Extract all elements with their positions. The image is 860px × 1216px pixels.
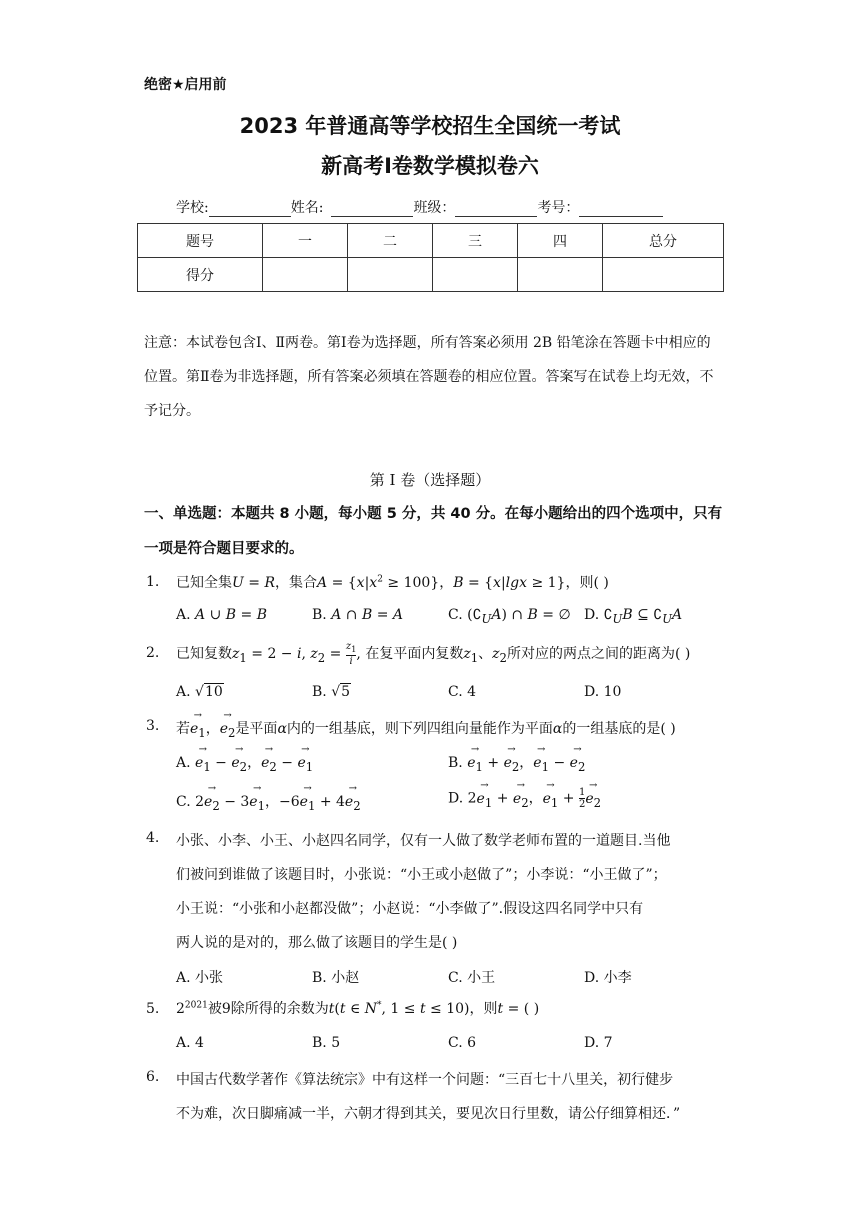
question-number: 2. (146, 645, 160, 661)
option-a[interactable]: A. √10 (176, 684, 223, 700)
option-d[interactable]: D. 10 (584, 684, 622, 700)
question-stem: 已知全集U = R，集合$A = \{x|x^2 \ge 100\}$，B = {x|lgx ≥ 1}，则( ) (176, 574, 609, 591)
option-letter: B. (448, 755, 463, 771)
score-row-label: 得分 (138, 258, 263, 292)
option-d[interactable]: D. $∁_UB$ ⊆ $∁_UA$ (584, 607, 683, 626)
question-number: 4. (146, 830, 160, 846)
name-label: 姓名: (290, 200, 324, 216)
option-letter: C. (176, 794, 191, 810)
option-letter: A. (176, 755, 191, 771)
score-cell[interactable] (263, 258, 348, 292)
option-b[interactable]: B. 小赵 (312, 970, 360, 986)
score-table (137, 223, 724, 292)
score-table-header-row (138, 224, 724, 258)
score-cell[interactable] (348, 258, 433, 292)
option-letter: B. (312, 607, 327, 623)
exam-title: 2023 年普通高等学校招生全国统一考试 (239, 114, 621, 138)
name-blank[interactable] (331, 201, 413, 217)
school-label: 学校: (176, 200, 209, 216)
option-d[interactable]: D. $2\to e_1$ + → $e_2$，→ $e_1$ + $\frac{1}{2}$ → $e_2$ (448, 787, 601, 810)
score-cell[interactable] (433, 258, 518, 292)
class-label: 班级： (413, 200, 456, 216)
score-table-score-row (138, 258, 724, 292)
option-letter: D. (448, 790, 464, 807)
exam-subtitle: 新高考Ⅰ卷数学模拟卷六 (321, 154, 539, 178)
option-d[interactable]: D. 小李 (584, 970, 632, 986)
header-cell: 二 (348, 224, 433, 258)
option-c[interactable]: C. 4 (448, 684, 477, 700)
option-letter: B. (312, 684, 327, 700)
score-cell[interactable] (603, 258, 724, 292)
student-info-line (176, 197, 663, 217)
option-letter: A. (176, 684, 191, 700)
option-c[interactable]: C. 小王 (448, 970, 496, 986)
header-cell: 四 (518, 224, 603, 258)
option-d[interactable]: D. 7 (584, 1035, 613, 1051)
question-number: 5. (146, 1001, 160, 1017)
option-a[interactable]: A. 小张 (176, 970, 224, 986)
option-a[interactable]: A. → $e_1$ − → $e_2$，→ $e_2$ − → $e_1$ (176, 752, 313, 774)
option-a[interactable]: A. A ∪ B = B (176, 607, 268, 623)
option-b[interactable]: B. → $e_1$ + → $e_2$，→ $e_1$ − → $e_2$ (448, 752, 585, 774)
option-b[interactable]: B. √5 (312, 684, 351, 700)
option-c[interactable]: C. $2\to e_2 - 3\to e_1$，$-6\to e_1 + 4\to e_2$ (176, 791, 361, 813)
section-title: 第 I 卷（选择题） (369, 471, 491, 489)
question-number: 1. (146, 574, 160, 590)
exam-notice: 注意：本试卷包含Ⅰ、Ⅱ两卷。第Ⅰ卷为选择题，所有答案必须用 2B 铅笔涂在答题卡中相应的位置。第Ⅱ卷为非选择题，所有答案必须填在答题卷的相应位置。答案写在试卷上均无效，不予记分。 (144, 335, 714, 419)
question-stem: 已知复数$z_1 = 2 - i$, $z_2$ = $\frac{z_1}{i}$ , 在复平面内复数$z_1$、$z_2$所对应的两点之间的距离为( ) (176, 641, 691, 667)
question-stem-line: 两人说的是对的，那么做了该题目的学生是( ) (176, 935, 458, 951)
option-b[interactable]: B. 5 (312, 1035, 341, 1051)
question-stem-line: 们被问到谁做了该题目时，小张说：“小王或小赵做了”；小李说：“小王做了”； (176, 867, 667, 883)
question-stem: $2^{2021}$被9除所得的余数为t(t ∈ N*, 1 ≤ t ≤ 10)，则t = ( ) (176, 1000, 540, 1017)
question-stem-line: 不为难，次日脚痛减一半，六朝才得到其关，要见次日行里数，请公仔细算相还．” (176, 1106, 681, 1122)
school-blank[interactable] (209, 201, 291, 217)
exam-number-blank[interactable] (579, 201, 663, 217)
header-cell: 题号 (138, 224, 263, 258)
class-blank[interactable] (455, 201, 537, 217)
header-cell: 三 (433, 224, 518, 258)
question-stem-line: 小王说：“小张和小赵都没做”；小赵说：“小李做了”.假设这四名同学中只有 (176, 901, 644, 917)
score-cell[interactable] (518, 258, 603, 292)
option-a[interactable]: A. 4 (176, 1035, 204, 1051)
option-letter: C. (448, 607, 463, 623)
exam-number-label: 考号： (537, 200, 580, 216)
header-cell: 一 (263, 224, 348, 258)
header-cell: 总分 (603, 224, 724, 258)
option-letter: A. (176, 607, 191, 623)
question-number: 3. (146, 718, 160, 734)
confidential-label: 绝密★启用前 (144, 77, 227, 93)
option-letter: D. (584, 607, 600, 623)
option-b[interactable]: B. A ∩ B = A (312, 607, 404, 623)
question-stem-line: 小张、小李、小王、小赵四名同学，仅有一人做了数学老师布置的一道题目.当他 (176, 833, 671, 849)
question-stem: 若→ $e_1$，→ $e_2$是平面α内的一组基底，则下列四组向量能作为平面α的一组基底的是( ) (176, 718, 676, 740)
option-c[interactable]: C. 6 (448, 1035, 477, 1051)
part-one-heading: 一、单选题：本题共 8 小题，每小题 5 分，共 40 分。在每小题给出的四个选项中，只有一项是符合题目要求的。 (144, 506, 723, 557)
question-number: 6. (146, 1069, 160, 1085)
question-stem-line: 中国古代数学著作《算法统宗》中有这样一个问题：“三百七十八里关，初行健步 (176, 1072, 674, 1088)
option-c[interactable]: C. $(∁_UA)$ ∩ B = ∅ (448, 607, 571, 626)
